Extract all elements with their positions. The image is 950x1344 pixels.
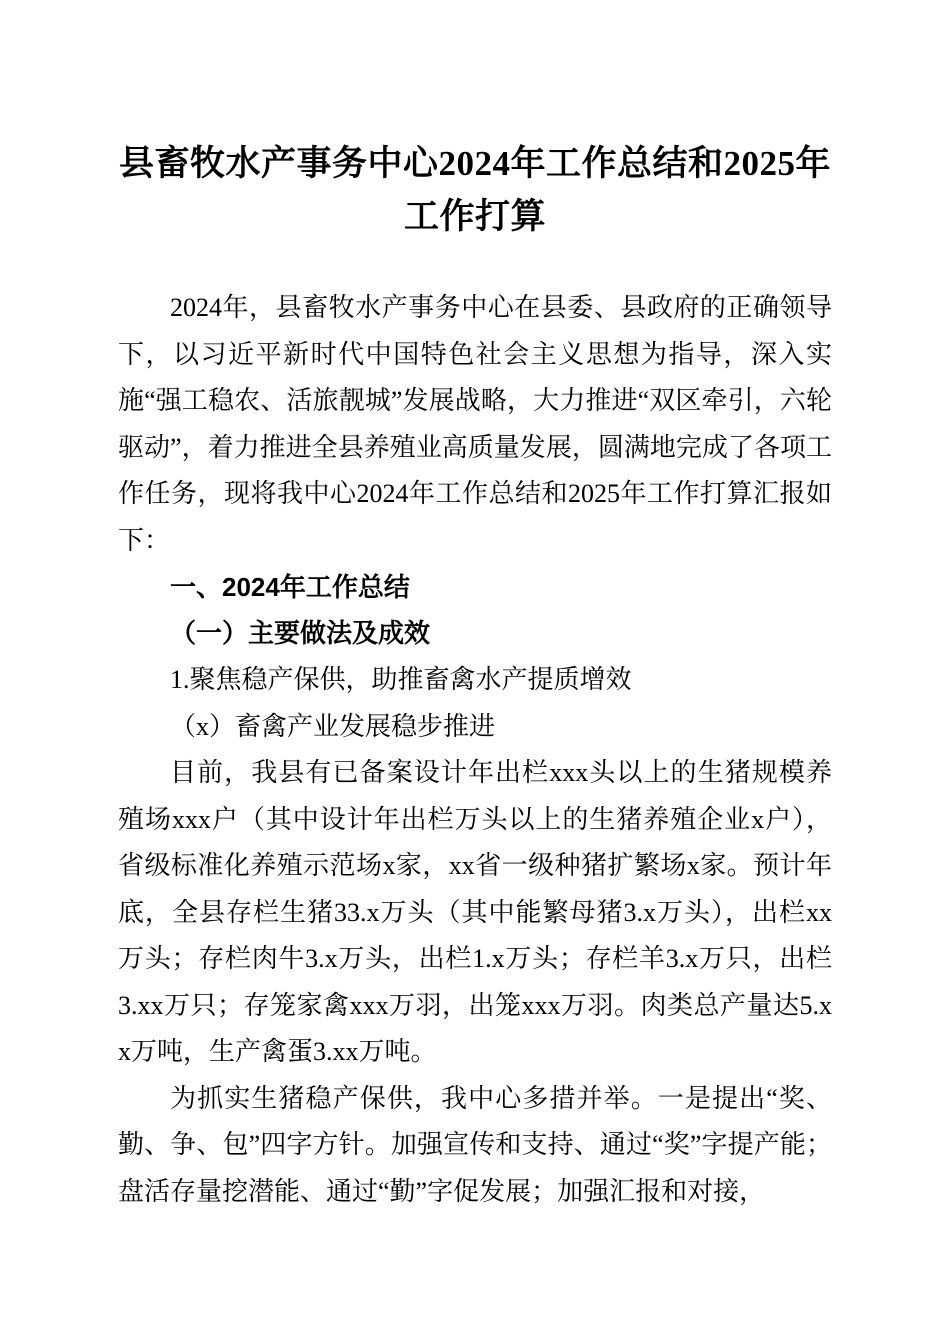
paragraph-body: 目前，我县有已备案设计年出栏xxx头以上的生猪规模养殖场xxx户（其中设计年出栏万头以上的生猪养殖企业x户），省级标准化养殖示范场x家，xx省一级种猪扩繁场x家。预计年底，全县存栏生猪33.x万头（其中能繁母猪3.x万头），出栏xx万头；存栏肉牛3.x万头，出栏1.x万头；存栏羊3.x万只，出栏3.xx万只；存笼家禽xxx万羽，出笼xxx万羽。肉类总产量达5.xx万吨，生产禽蛋3.xx万吨。 — [118, 758, 832, 1066]
paragraph-body: 2024年，县畜牧水产事务中心在县委、县政府的正确领导下，以习近平新时代中国特色社会主义思想为指导，深入实施“强工稳农、活旅靓城”发展战略，大力推进“双区牵引，六轮驱动”，着力推进全县养殖业高质量发展，圆满地完成了各项工作任务，现将我中心2024年工作总结和2025年工作打算汇报如下： — [118, 293, 832, 555]
document-title: 县畜牧水产事务中心2024年工作总结和2025年工作打算 — [118, 144, 831, 236]
paragraph-body: 为抓实生猪稳产保供，我中心多措并举。一是提出“奖、勤、争、包”四字方针。加强宣传和支持、通过“奖”字提产能；盘活存量挖潜能、通过“勤”字促发展；加强汇报和对接， — [118, 1083, 832, 1206]
paragraph-body: （x）畜禽产业发展稳步推进 — [170, 711, 496, 741]
document-body — [118, 285, 832, 1215]
paragraph-heading2: （一）主要做法及成效 — [170, 618, 431, 648]
paragraph-body: 1.聚焦稳产保供，助推畜禽水产提质增效 — [170, 665, 632, 694]
paragraph-heading1: 一、2024年工作总结 — [170, 572, 410, 602]
